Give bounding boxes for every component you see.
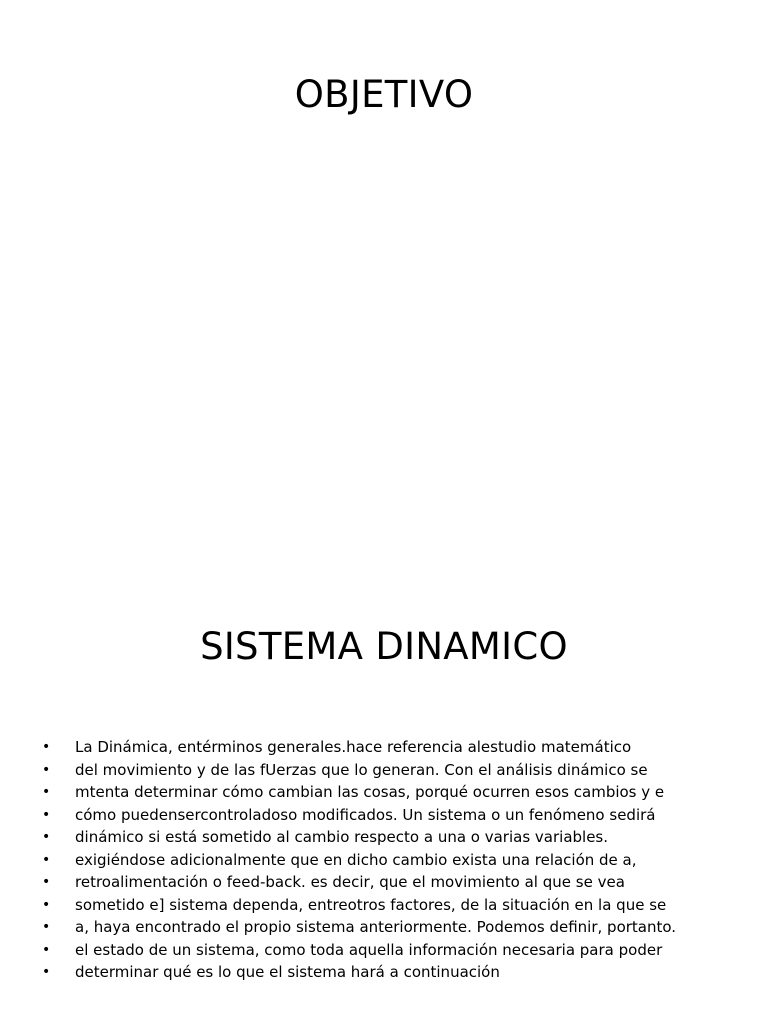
bullet-text: retroalimentación o feed-back. es decir, que el movimiento al que se vea <box>75 873 625 891</box>
list-item <box>38 759 738 782</box>
bullet-icon: • <box>42 784 51 800</box>
bullet-text: determinar qué es lo que el sistema hará a continuación <box>75 963 500 981</box>
bullet-icon: • <box>42 829 51 845</box>
bullet-icon: • <box>42 739 51 755</box>
bullet-text: el estado de un sistema, como toda aquella información necesaria para poder <box>75 940 663 959</box>
bullet-text: cómo puedensercontroladoso modificados. Un sistema o un fenómeno sedirá <box>75 805 656 824</box>
list-item <box>38 781 738 804</box>
bullet-list <box>38 736 738 984</box>
list-item <box>38 736 738 759</box>
bullet-icon: • <box>42 851 51 868</box>
bullet-text: exigiéndose adicionalmente que en dicho cambio exista una relación de a, <box>75 850 637 869</box>
bullet-text: sometido e] sistema dependa, entreotros factores, de la situación en la que se <box>75 895 667 914</box>
bullet-icon: • <box>42 874 51 890</box>
list-item <box>38 826 738 849</box>
bullet-text: La Dinámica, entérminos generales.hace referencia alestudio matemático <box>75 738 632 756</box>
bullet-icon: • <box>42 761 51 778</box>
bullet-icon: • <box>42 941 51 958</box>
list-item <box>38 804 738 827</box>
bullet-icon: • <box>42 896 51 913</box>
slide-sistema-dinamico <box>0 576 768 1024</box>
list-item <box>38 871 738 894</box>
list-item <box>38 849 738 872</box>
slide-title: SISTEMA DINAMICO <box>200 625 568 668</box>
list-item <box>38 939 738 962</box>
bullet-text: a, haya encontrado el propio sistema anteriormente. Podemos definir, portanto. <box>75 918 677 936</box>
list-item <box>38 894 738 917</box>
list-item <box>38 916 738 939</box>
slide-title: OBJETIVO <box>294 73 474 116</box>
bullet-text: mtenta determinar cómo cambian las cosas, porqué ocurren esos cambios y e <box>75 783 665 801</box>
bullet-text: del movimiento y de las fUerzas que lo generan. Con el análisis dinámico se <box>75 760 648 779</box>
bullet-icon: • <box>42 806 51 823</box>
bullet-icon: • <box>42 964 51 980</box>
bullet-text: dinámico si está sometido al cambio respecto a una o varias variables. <box>75 828 609 846</box>
bullet-icon: • <box>42 919 51 935</box>
list-item <box>38 961 738 984</box>
